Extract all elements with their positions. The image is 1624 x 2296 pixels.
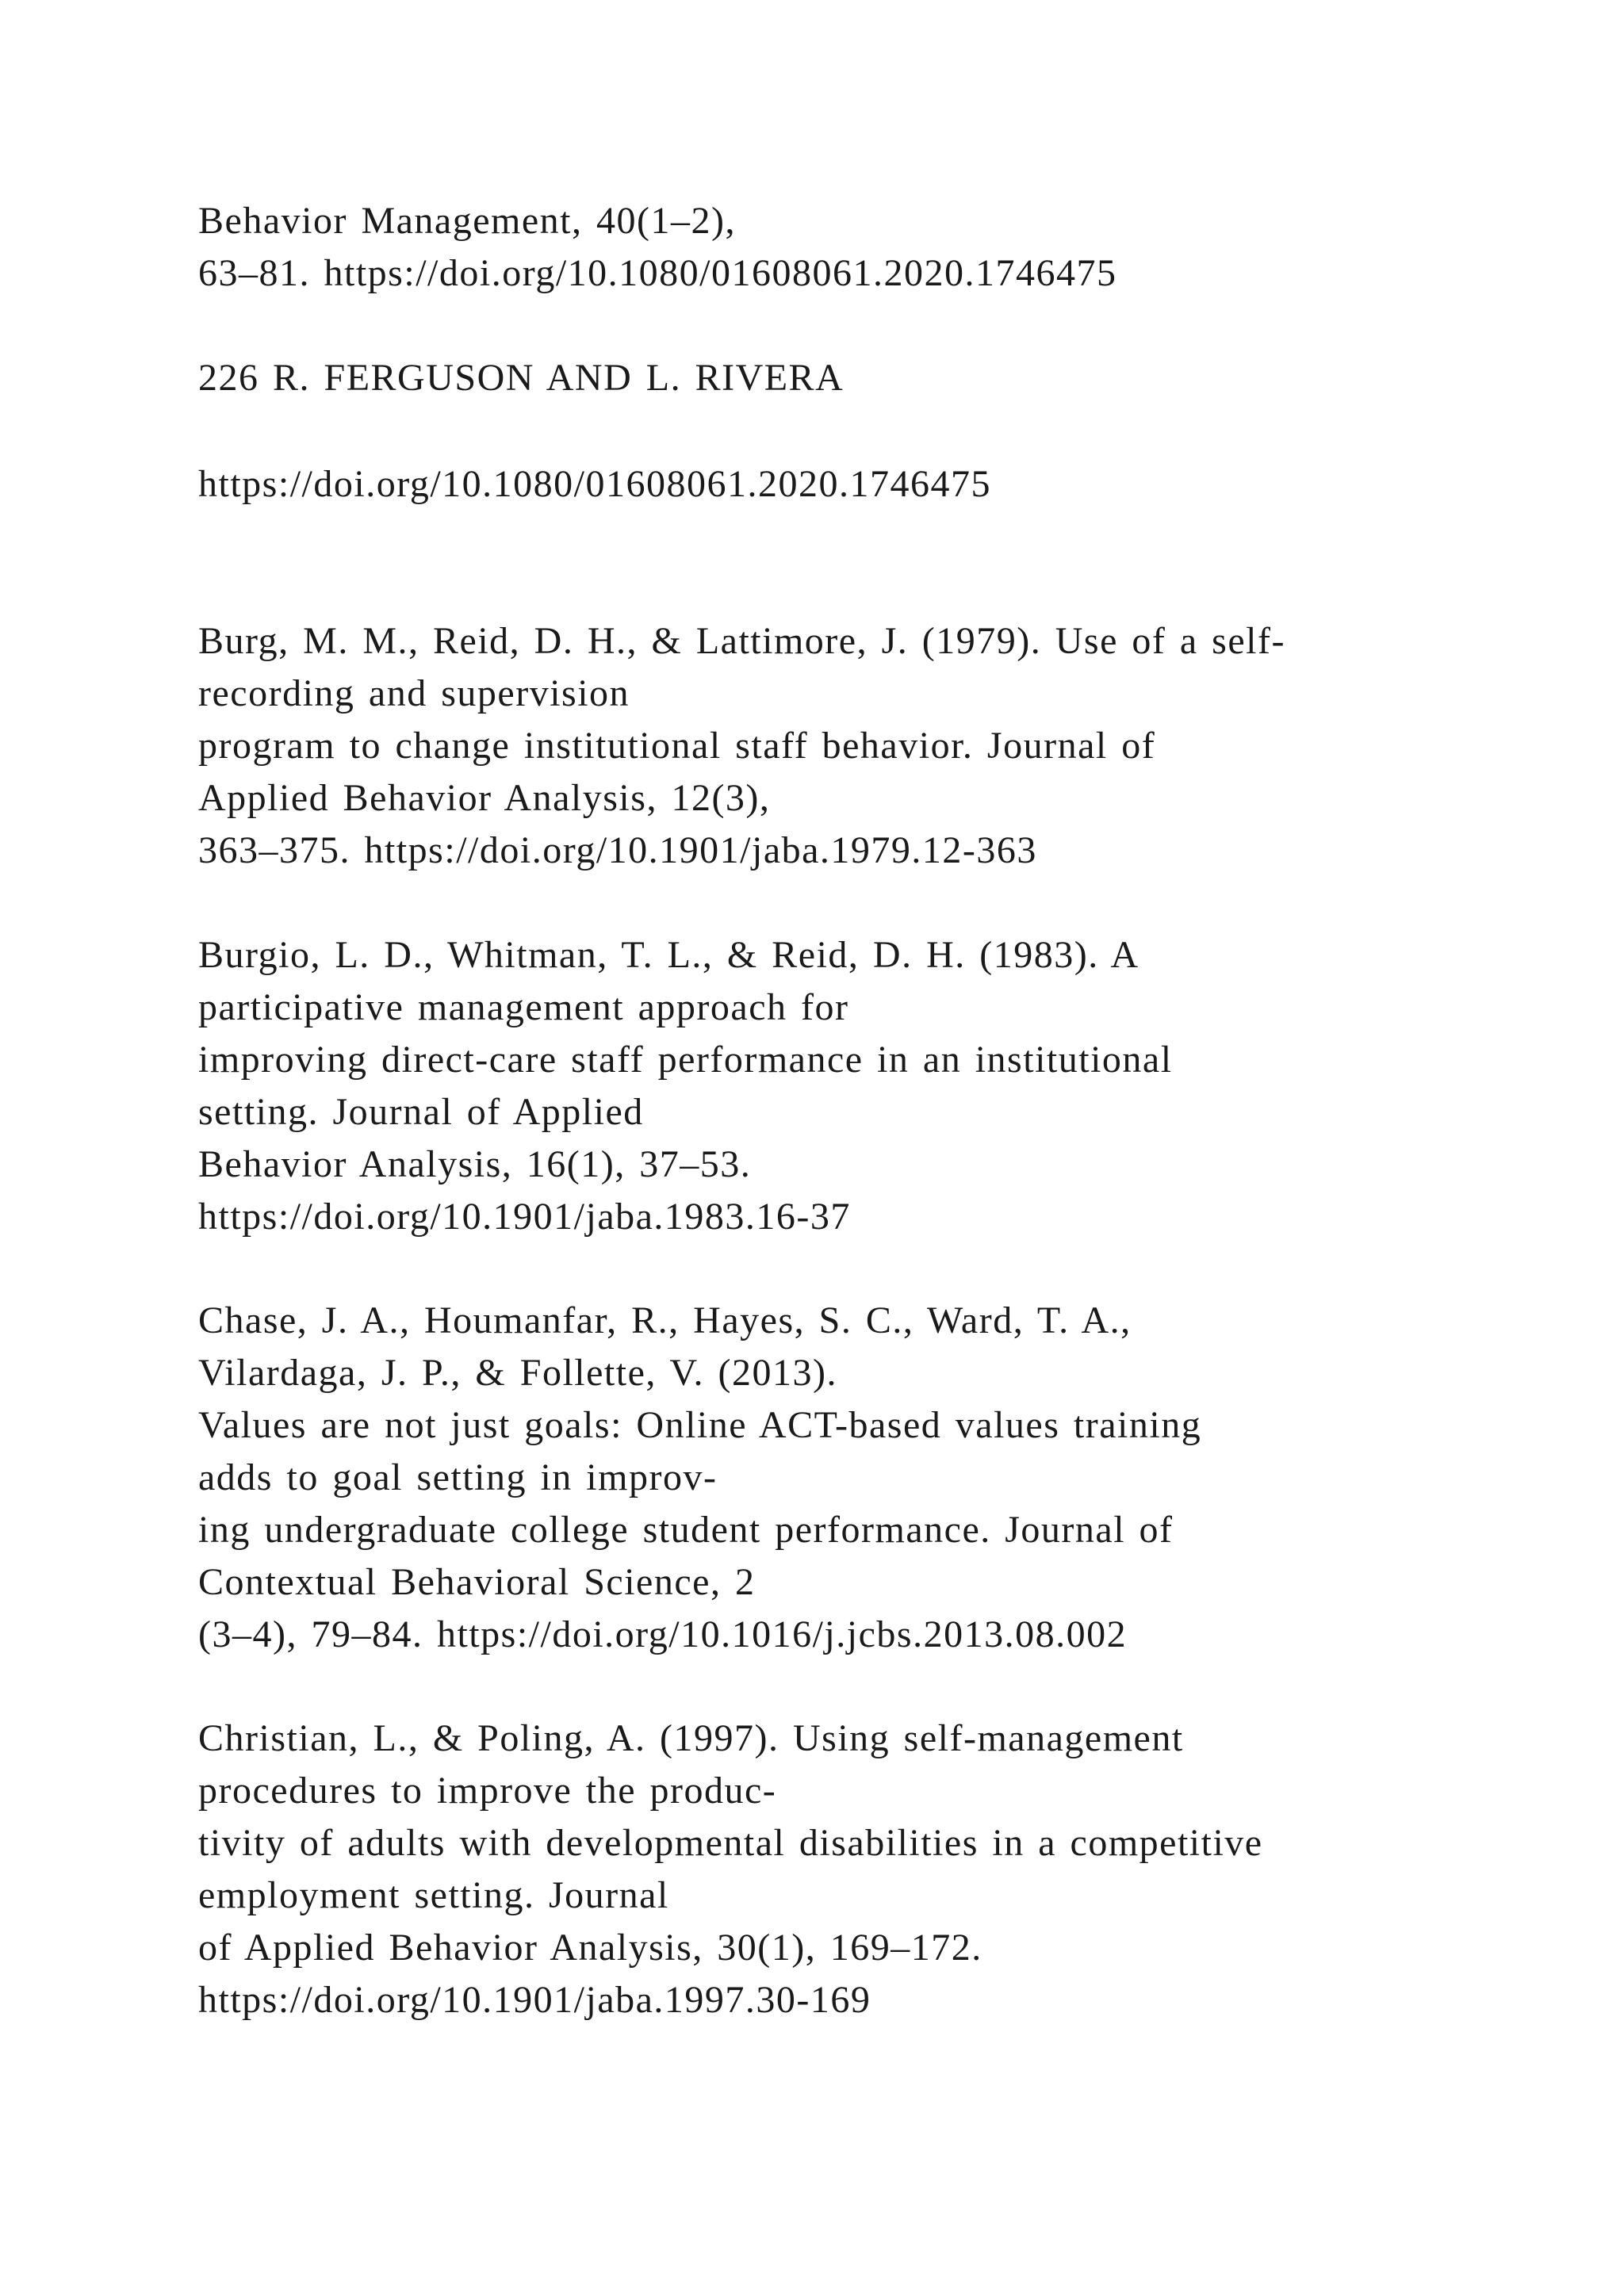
- text-line: Applied Behavior Analysis, 12(3),: [198, 777, 771, 819]
- text-line: tivity of adults with developmental disabilities in a competitive: [198, 1822, 1263, 1864]
- text-line: program to change institutional staff behavior. Journal of: [198, 725, 1156, 767]
- text-line: Values are not just goals: Online ACT-based values training: [198, 1404, 1202, 1446]
- reference-chase: [198, 1295, 1546, 1661]
- reference-christian: [198, 1712, 1546, 2026]
- reference-burgio: [198, 929, 1546, 1243]
- text-line: (3–4), 79–84. https://doi.org/10.1016/j.jcbs.2013.08.002: [198, 1613, 1128, 1655]
- text-line: improving direct-care staff performance in an institutional: [198, 1039, 1173, 1081]
- text-line: adds to goal setting in improv-: [198, 1456, 718, 1498]
- text-line: ing undergraduate college student performance. Journal of: [198, 1509, 1174, 1551]
- reference-continuation: [198, 195, 1546, 300]
- text-line: Christian, L., & Poling, A. (1997). Using self-management: [198, 1717, 1184, 1759]
- text-line: 63–81. https://doi.org/10.1080/01608061.2020.1746475: [198, 252, 1117, 294]
- running-header: [198, 352, 1546, 404]
- text-line: procedures to improve the produc-: [198, 1770, 777, 1812]
- doi-line: [198, 458, 1546, 511]
- text-line: employment setting. Journal: [198, 1874, 669, 1916]
- text-line: https://doi.org/10.1901/jaba.1997.30-169: [198, 1979, 871, 2021]
- text-line: Vilardaga, J. P., & Follette, V. (2013).: [198, 1352, 837, 1394]
- text-line: 363–375. https://doi.org/10.1901/jaba.1979.12-363: [198, 829, 1037, 871]
- text-line: setting. Journal of Applied: [198, 1091, 644, 1133]
- text-line: of Applied Behavior Analysis, 30(1), 169–172.: [198, 1927, 982, 1969]
- reference-burg: [198, 615, 1546, 877]
- text-line: Behavior Analysis, 16(1), 37–53.: [198, 1143, 752, 1185]
- doi-text: https://doi.org/10.1080/01608061.2020.1746475: [198, 463, 991, 505]
- text-line: Contextual Behavioral Science, 2: [198, 1561, 756, 1603]
- text-line: Burg, M. M., Reid, D. H., & Lattimore, J. (1979). Use of a self-: [198, 620, 1285, 662]
- text-line: recording and supervision: [198, 672, 630, 714]
- text-line: https://doi.org/10.1901/jaba.1983.16-37: [198, 1196, 851, 1238]
- running-header-text: 226 R. FERGUSON AND L. RIVERA: [198, 357, 845, 399]
- text-line: participative management approach for: [198, 986, 849, 1028]
- text-line: Burgio, L. D., Whitman, T. L., & Reid, D. H. (1983). A: [198, 934, 1139, 976]
- text-line: Behavior Management, 40(1–2),: [198, 200, 736, 242]
- text-line: Chase, J. A., Houmanfar, R., Hayes, S. C., Ward, T. A.,: [198, 1299, 1132, 1341]
